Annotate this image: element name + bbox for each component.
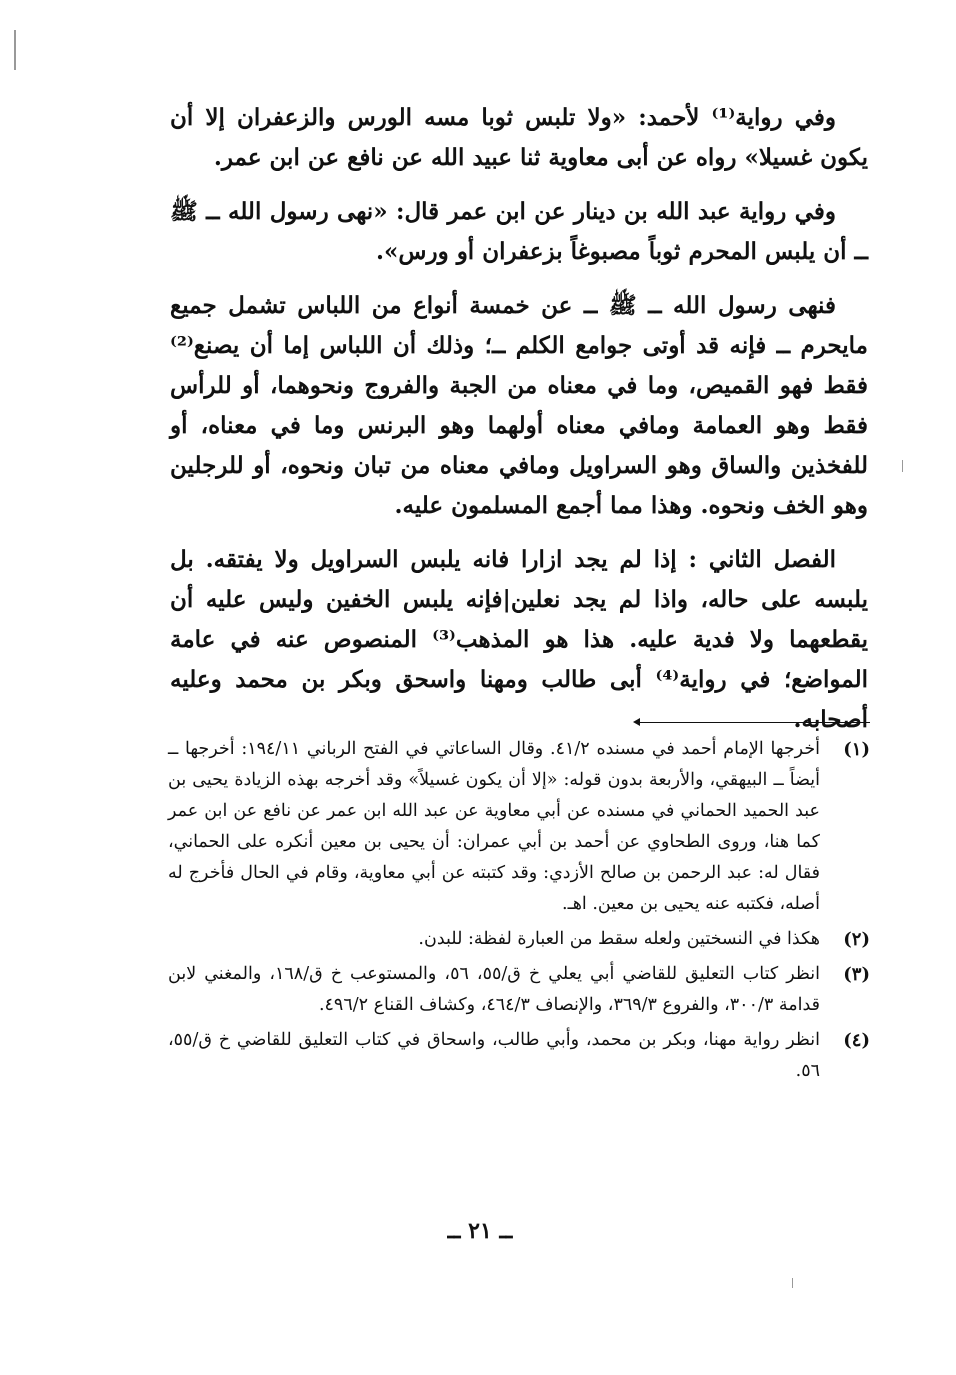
page-number: ــ ٢١ ــ [447, 1218, 513, 1244]
scan-speck [14, 30, 16, 70]
paragraph-3: فنهى رسول الله ــ ﷺ ــ عن خمسة أنواع من اللباس تشمل جميع مايحرم ــ فإنه قد أوتى جوامع الكلم ــ؛ وذلك أن اللباس إما أن يصنع⁽²⁾ فقط فهو القميص، وما في معناه من الجبة والفروج ونحوهما، أو للرأس فقط وهو العمامة ومافي معناه أولهما وهو البرنس وما في معناه، أو للفخذين والساق وهو السراويل ومافي معناه من تبان ونحوه، أو للرجلين وهو الخف ونحوه. وهذا مما أجمع المسلمون عليه. [170, 292, 868, 519]
footnote-text: أخرجها الإمام أحمد في مسنده ٤١/٢. وقال الساعاتي في الفتح الرباني ١٩٤/١١: أخرجها ــ أيضاً ــ البيهقي، والأربعة بدون قوله: «إلا أن يكون غسيلاً» وقد أخرجه بهذه الزيادة يحيى بن عبد الحميد الحماني في مسنده عن أبي معاوية عن عبد الله ابن عمر عن نافع عن ابن عمر كما هنا، وروى الطحاوي عن أحمد بن أبي عمران: أن يحيى بن معين أنكره على الحماني، فقال له: عبد الرحمن بن صالح الأزدي: وقد كتبته عن أبي معاوية، وقام في الحال فأخرج له أصله، فكتبه عنه يحيى بن معين. اهـ. [168, 739, 820, 914]
footnote-1 [168, 734, 870, 920]
footnote-number: (١) [843, 739, 870, 760]
footnotes [168, 734, 870, 1091]
footnote-number: (٢) [843, 929, 870, 950]
footnote-text: انظر رواية مهنا، وبكر بن محمد، وأبي طالب، واسحاق في كتاب التعليق للقاضي خ ق/٥٥، ٥٦. [168, 1030, 820, 1081]
main-text [170, 98, 868, 754]
footnote-number: (٤) [843, 1030, 870, 1051]
paragraph-4: الفصل الثاني : إذا لم يجد ازارا فانه يلبس السراويل ولا يفتقه. بل يلبسه على حاله، واذا لم يجد نعلين|فإنه يلبس الخفين وليس عليه أن يقطعهما ولا فدية عليه. هذا هو المذهب⁽³⁾ المنصوص عنه في عامة المواضع؛ في رواية⁽⁴⁾ أبى طالب ومهنا واسحق وبكر بن محمد وعليه أصحابه. [170, 546, 868, 733]
footnote-3 [168, 959, 870, 1021]
footnote-text: هكذا في النسختين ولعله سقط من العبارة لفظة: للبدن. [418, 929, 820, 949]
paragraph-2: وفي رواية عبد الله بن دينار عن ابن عمر قال: «نهى رسول الله ــ ﷺ ــ أن يلبس المحرم ثوباً مصبوغاً بزعفران أو ورس». [170, 198, 868, 265]
footnote-text: انظر كتاب التعليق للقاضي أبي يعلي خ ق/٥٥، ٥٦، والمستوعب خ ق/١٦٨، والمغني لابن قدامة ٣٠٠/٣، والفروع ٣٦٩/٣، والإنصاف ٤٦٤/٣، وكشاف القناع ٤٩٦/٢. [168, 964, 820, 1015]
scan-speck [792, 1278, 793, 1288]
footnote-separator-rule [640, 722, 870, 723]
scan-speck [902, 460, 903, 472]
footnote-4 [168, 1025, 870, 1087]
paragraph-1: وفي رواية⁽¹⁾ لأحمد: «ولا تلبس ثوبا مسه الورس والزعفران إلا أن يكون غسيلا» رواه عن أبى معاوية ثنا عبيد الله عن نافع عن ابن عمر. [170, 104, 868, 171]
footnote-number: (٣) [843, 964, 870, 985]
footnote-2 [168, 924, 870, 955]
